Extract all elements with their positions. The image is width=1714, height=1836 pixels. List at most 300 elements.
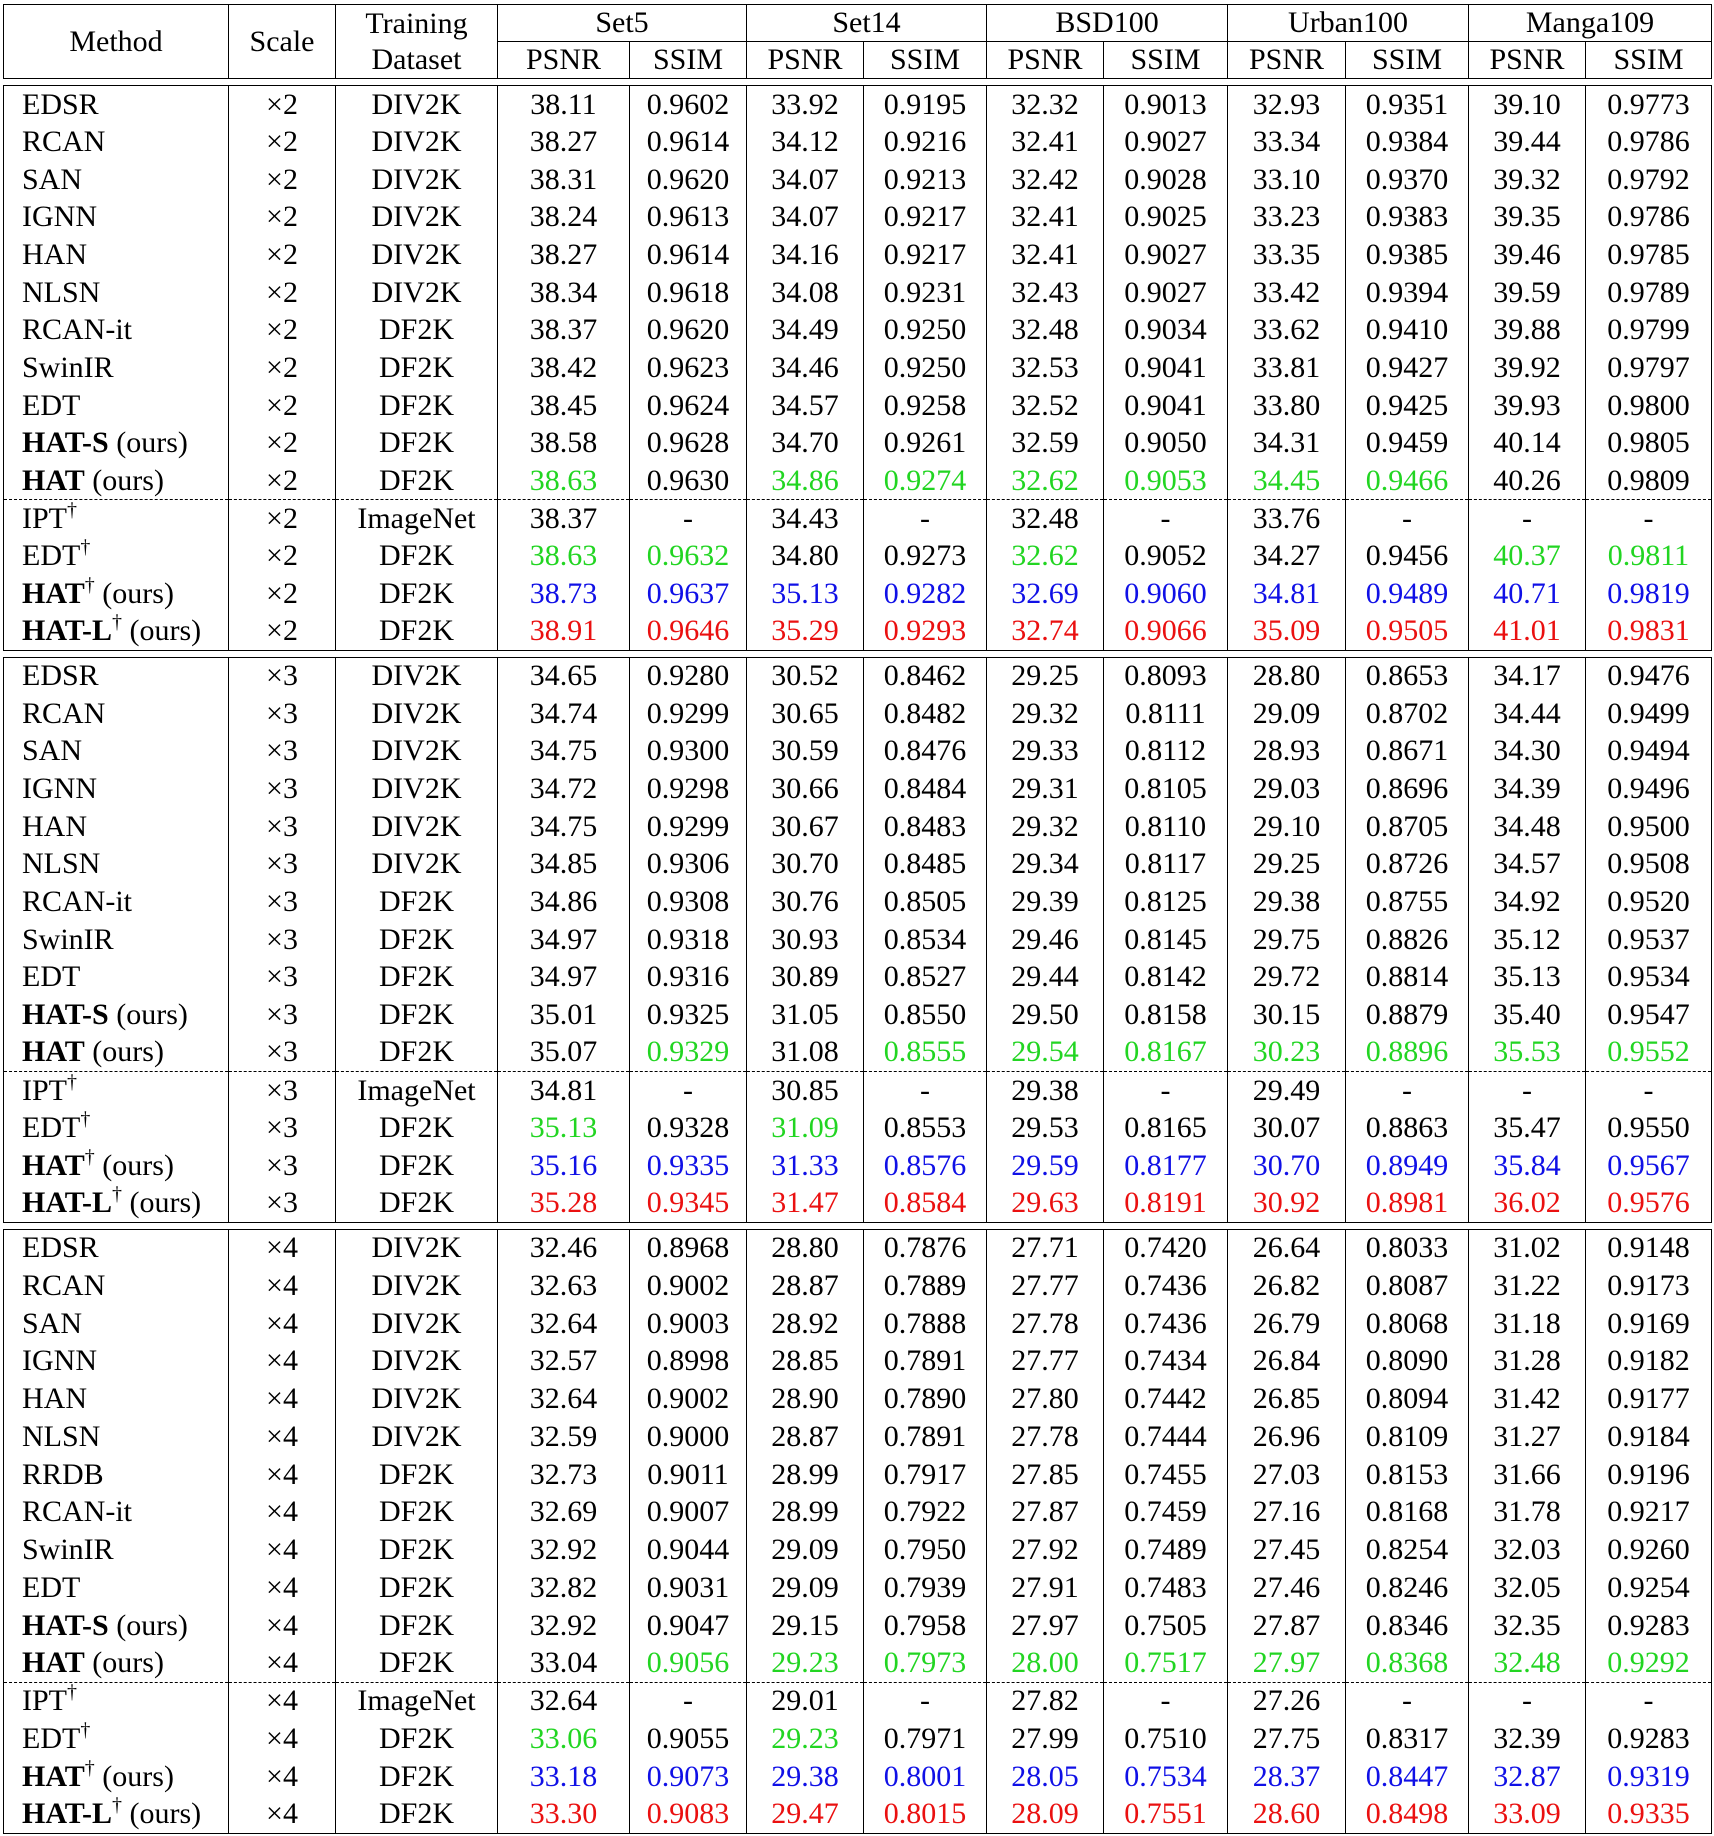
ssim-cell: 0.9831 — [1586, 613, 1712, 651]
psnr-cell: 34.57 — [747, 387, 864, 425]
ssim-cell: 0.7489 — [1104, 1531, 1228, 1569]
psnr-cell: 34.17 — [1469, 657, 1586, 695]
ssim-cell: 0.9505 — [1346, 613, 1469, 651]
psnr-cell: 32.64 — [498, 1380, 630, 1418]
table-row — [4, 1034, 1712, 1072]
ssim-cell: 0.7444 — [1104, 1418, 1228, 1456]
ssim-cell: 0.8110 — [1104, 808, 1228, 846]
ssim-cell: 0.8584 — [864, 1185, 987, 1223]
method-cell — [4, 808, 229, 846]
psnr-cell: 34.43 — [747, 500, 864, 538]
psnr-cell: 30.70 — [1228, 1147, 1346, 1185]
scale-cell: ×3 — [229, 770, 336, 808]
ssim-cell: 0.9476 — [1586, 657, 1712, 695]
ssim-cell: 0.8482 — [864, 695, 987, 733]
scale-cell: ×4 — [229, 1682, 336, 1720]
method-name: RCAN — [22, 124, 106, 158]
psnr-cell: 32.53 — [987, 349, 1104, 387]
psnr-cell: 32.59 — [498, 1418, 630, 1456]
ssim-cell: 0.7890 — [864, 1380, 987, 1418]
training-dataset-cell: DIV2K — [336, 770, 498, 808]
ssim-cell: 0.7455 — [1104, 1456, 1228, 1494]
method-name: RCAN-it — [22, 313, 133, 347]
scale-cell: ×3 — [229, 883, 336, 921]
ours-suffix: (ours) — [84, 463, 164, 497]
method-cell — [4, 1456, 229, 1494]
ssim-cell: 0.9425 — [1346, 387, 1469, 425]
table-row — [4, 1456, 1712, 1494]
ours-suffix: (ours) — [108, 998, 188, 1032]
psnr-cell: 32.62 — [987, 537, 1104, 575]
training-dataset-cell: DF2K — [336, 1795, 498, 1833]
psnr-cell: 28.87 — [747, 1418, 864, 1456]
psnr-cell: 29.23 — [747, 1720, 864, 1758]
psnr-cell: 38.91 — [498, 613, 630, 651]
scale-cell: ×3 — [229, 657, 336, 695]
training-dataset-cell: DF2K — [336, 1185, 498, 1223]
ssim-cell: 0.9567 — [1586, 1147, 1712, 1185]
ssim-cell: 0.8726 — [1346, 846, 1469, 884]
dagger-mark: † — [112, 611, 123, 634]
ours-suffix: (ours) — [108, 1608, 188, 1642]
ssim-cell: 0.8476 — [864, 733, 987, 771]
scale-cell: ×4 — [229, 1456, 336, 1494]
ssim-cell: 0.9002 — [630, 1267, 747, 1305]
method-cell — [4, 846, 229, 884]
ssim-cell: 0.9773 — [1586, 86, 1712, 124]
scale-cell: ×2 — [229, 537, 336, 575]
psnr-cell: 38.11 — [498, 86, 630, 124]
ssim-cell: - — [1346, 1682, 1469, 1720]
ssim-cell: 0.9385 — [1346, 236, 1469, 274]
psnr-cell: 30.93 — [747, 921, 864, 959]
training-dataset-cell: DF2K — [336, 1531, 498, 1569]
psnr-cell: 32.62 — [987, 462, 1104, 500]
table-row — [4, 387, 1712, 425]
psnr-cell: 28.09 — [987, 1795, 1104, 1833]
ours-suffix: (ours) — [84, 1646, 164, 1680]
ssim-cell: 0.8705 — [1346, 808, 1469, 846]
ssim-cell: 0.9041 — [1104, 387, 1228, 425]
dagger-mark: † — [67, 1681, 77, 1704]
psnr-cell: 28.80 — [747, 1229, 864, 1267]
ssim-cell: 0.8145 — [1104, 921, 1228, 959]
psnr-cell: 38.63 — [498, 537, 630, 575]
ssim-cell: 0.9182 — [1586, 1342, 1712, 1380]
ssim-cell: 0.9002 — [630, 1380, 747, 1418]
ssim-cell: 0.8826 — [1346, 921, 1469, 959]
dagger-mark: † — [84, 1756, 95, 1779]
training-dataset-cell: DF2K — [336, 1607, 498, 1645]
ssim-cell: 0.8142 — [1104, 959, 1228, 997]
psnr-cell: 27.85 — [987, 1456, 1104, 1494]
training-dataset-cell: DIV2K — [336, 657, 498, 695]
scale-cell: ×4 — [229, 1795, 336, 1833]
psnr-cell: 39.92 — [1469, 349, 1586, 387]
scale-cell: ×4 — [229, 1644, 336, 1682]
psnr-cell: 34.07 — [747, 198, 864, 236]
training-dataset-cell: DF2K — [336, 1720, 498, 1758]
method-cell — [4, 1644, 229, 1682]
training-dataset-cell: DF2K — [336, 575, 498, 613]
psnr-cell: 30.89 — [747, 959, 864, 997]
psnr-cell: 29.32 — [987, 695, 1104, 733]
psnr-cell: 34.27 — [1228, 537, 1346, 575]
psnr-cell: 30.52 — [747, 657, 864, 695]
psnr-cell: 34.08 — [747, 274, 864, 312]
psnr-cell: 30.67 — [747, 808, 864, 846]
psnr-cell: 32.64 — [498, 1305, 630, 1343]
ssim-cell: 0.9041 — [1104, 349, 1228, 387]
scale-cell: ×4 — [229, 1342, 336, 1380]
ssim-cell: 0.9623 — [630, 349, 747, 387]
training-dataset-cell: DF2K — [336, 1456, 498, 1494]
ssim-cell: 0.9053 — [1104, 462, 1228, 500]
method-name: SwinIR — [22, 1533, 114, 1567]
method-name: HAN — [22, 1382, 87, 1416]
psnr-cell: 27.82 — [987, 1682, 1104, 1720]
ssim-cell: 0.9534 — [1586, 959, 1712, 997]
ssim-cell: 0.8112 — [1104, 733, 1228, 771]
psnr-cell: 33.04 — [498, 1644, 630, 1682]
ssim-cell: 0.9370 — [1346, 161, 1469, 199]
psnr-cell: 32.92 — [498, 1531, 630, 1569]
psnr-cell: 34.44 — [1469, 695, 1586, 733]
ssim-cell: 0.8105 — [1104, 770, 1228, 808]
method-cell — [4, 161, 229, 199]
psnr-cell: 33.42 — [1228, 274, 1346, 312]
training-dataset-cell: DF2K — [336, 1758, 498, 1796]
psnr-cell: 31.09 — [747, 1109, 864, 1147]
scale-cell: ×4 — [229, 1305, 336, 1343]
psnr-cell: 27.87 — [987, 1493, 1104, 1531]
ssim-cell: 0.8484 — [864, 770, 987, 808]
dagger-mark: † — [80, 536, 91, 559]
ssim-cell: 0.9799 — [1586, 311, 1712, 349]
header-ssim: SSIM — [864, 42, 987, 79]
ssim-cell: 0.8576 — [864, 1147, 987, 1185]
ssim-cell: 0.8553 — [864, 1109, 987, 1147]
ssim-cell: 0.9335 — [1586, 1795, 1712, 1833]
training-dataset-cell: DF2K — [336, 424, 498, 462]
method-name: EDT — [22, 1111, 81, 1145]
scale-cell: ×2 — [229, 198, 336, 236]
header-method: Method — [4, 5, 229, 79]
scale-cell: ×4 — [229, 1380, 336, 1418]
method-cell — [4, 311, 229, 349]
psnr-cell: 31.02 — [1469, 1229, 1586, 1267]
table-row — [4, 86, 1712, 124]
psnr-cell: 29.34 — [987, 846, 1104, 884]
header-ssim: SSIM — [1346, 42, 1469, 79]
header-training-dataset — [336, 5, 498, 79]
scale-cell: ×4 — [229, 1229, 336, 1267]
psnr-cell: 38.34 — [498, 274, 630, 312]
training-dataset-cell: DIV2K — [336, 808, 498, 846]
psnr-cell: 38.42 — [498, 349, 630, 387]
dagger-mark: † — [80, 1108, 91, 1131]
psnr-cell: 34.48 — [1469, 808, 1586, 846]
dagger-mark: † — [84, 573, 95, 596]
psnr-cell: 32.92 — [498, 1607, 630, 1645]
ssim-cell: 0.9646 — [630, 613, 747, 651]
table-row — [4, 311, 1712, 349]
psnr-cell: 35.84 — [1469, 1147, 1586, 1185]
ssim-cell: 0.9410 — [1346, 311, 1469, 349]
ssim-cell: - — [1586, 500, 1712, 538]
ssim-cell: - — [1346, 1072, 1469, 1110]
psnr-cell: 31.18 — [1469, 1305, 1586, 1343]
psnr-cell: 34.57 — [1469, 846, 1586, 884]
psnr-cell: 29.03 — [1228, 770, 1346, 808]
psnr-cell: 27.97 — [987, 1607, 1104, 1645]
ssim-cell: 0.7534 — [1104, 1758, 1228, 1796]
psnr-cell: 34.16 — [747, 236, 864, 274]
header-ssim: SSIM — [630, 42, 747, 79]
ssim-cell: 0.9576 — [1586, 1185, 1712, 1223]
table-row — [4, 575, 1712, 613]
ssim-cell: 0.9614 — [630, 236, 747, 274]
psnr-cell: 30.70 — [747, 846, 864, 884]
ssim-cell: 0.7517 — [1104, 1644, 1228, 1682]
scale-cell: ×2 — [229, 311, 336, 349]
table-row — [4, 236, 1712, 274]
psnr-cell: 34.81 — [1228, 575, 1346, 613]
psnr-cell: 29.31 — [987, 770, 1104, 808]
method-name: IGNN — [22, 1344, 97, 1378]
training-dataset-cell: DF2K — [336, 1034, 498, 1072]
ssim-cell: 0.9316 — [630, 959, 747, 997]
psnr-cell: 29.75 — [1228, 921, 1346, 959]
method-cell — [4, 387, 229, 425]
training-dataset-cell: DIV2K — [336, 846, 498, 884]
ssim-cell: 0.7434 — [1104, 1342, 1228, 1380]
ssim-cell: - — [630, 1682, 747, 1720]
psnr-cell: 40.71 — [1469, 575, 1586, 613]
ssim-cell: - — [1104, 1072, 1228, 1110]
method-cell — [4, 198, 229, 236]
ssim-cell: 0.9274 — [864, 462, 987, 500]
psnr-cell: 27.78 — [987, 1418, 1104, 1456]
method-cell — [4, 575, 229, 613]
ssim-cell: 0.9050 — [1104, 424, 1228, 462]
psnr-cell: 34.30 — [1469, 733, 1586, 771]
table-row — [4, 161, 1712, 199]
method-name: HAT — [22, 576, 85, 610]
psnr-cell: 35.16 — [498, 1147, 630, 1185]
ssim-cell: 0.9786 — [1586, 123, 1712, 161]
ssim-cell: 0.9280 — [630, 657, 747, 695]
header-set5: Set5 — [498, 5, 747, 42]
ssim-cell: 0.9637 — [630, 575, 747, 613]
method-name: EDSR — [22, 87, 99, 121]
psnr-cell: 35.07 — [498, 1034, 630, 1072]
psnr-cell: 35.40 — [1469, 996, 1586, 1034]
psnr-cell: 26.82 — [1228, 1267, 1346, 1305]
ssim-cell: 0.9394 — [1346, 274, 1469, 312]
ssim-cell: 0.8177 — [1104, 1147, 1228, 1185]
psnr-cell: 28.60 — [1228, 1795, 1346, 1833]
training-dataset-cell: DIV2K — [336, 695, 498, 733]
dagger-mark: † — [67, 498, 77, 521]
ssim-cell: 0.9466 — [1346, 462, 1469, 500]
method-cell — [4, 996, 229, 1034]
psnr-cell: 31.22 — [1469, 1267, 1586, 1305]
psnr-cell: 28.05 — [987, 1758, 1104, 1796]
table-row — [4, 500, 1712, 538]
ssim-cell: 0.9056 — [630, 1644, 747, 1682]
psnr-cell: 29.32 — [987, 808, 1104, 846]
psnr-cell: 32.03 — [1469, 1531, 1586, 1569]
ours-suffix: (ours) — [122, 1797, 202, 1831]
psnr-cell: 28.93 — [1228, 733, 1346, 771]
ssim-cell: 0.8485 — [864, 846, 987, 884]
training-dataset-cell: DIV2K — [336, 198, 498, 236]
training-dataset-cell: DF2K — [336, 996, 498, 1034]
ssim-cell: 0.9025 — [1104, 198, 1228, 236]
psnr-cell: 33.92 — [747, 86, 864, 124]
method-cell — [4, 1531, 229, 1569]
method-name: IPT — [22, 1684, 67, 1718]
table-row — [4, 846, 1712, 884]
psnr-cell: 32.41 — [987, 236, 1104, 274]
ssim-cell: 0.9217 — [1586, 1493, 1712, 1531]
ssim-cell: 0.7973 — [864, 1644, 987, 1682]
ssim-cell: 0.8702 — [1346, 695, 1469, 733]
ssim-cell: 0.8317 — [1346, 1720, 1469, 1758]
method-name: HAN — [22, 809, 87, 843]
training-dataset-cell: DIV2K — [336, 236, 498, 274]
ssim-cell: 0.9620 — [630, 311, 747, 349]
psnr-cell: 34.70 — [747, 424, 864, 462]
ssim-cell: 0.8896 — [1346, 1034, 1469, 1072]
psnr-cell: 35.13 — [747, 575, 864, 613]
psnr-cell: 32.82 — [498, 1569, 630, 1607]
ssim-cell: 0.9800 — [1586, 387, 1712, 425]
ssim-cell: 0.8191 — [1104, 1185, 1228, 1223]
psnr-cell: 29.50 — [987, 996, 1104, 1034]
dagger-mark: † — [84, 1145, 95, 1168]
psnr-cell: - — [1469, 500, 1586, 538]
ssim-cell: 0.8755 — [1346, 883, 1469, 921]
ssim-cell: 0.9328 — [630, 1109, 747, 1147]
ssim-cell: 0.9318 — [630, 921, 747, 959]
table-row — [4, 1109, 1712, 1147]
ours-suffix: (ours) — [94, 1759, 174, 1793]
method-cell — [4, 1607, 229, 1645]
scale-cell: ×3 — [229, 846, 336, 884]
psnr-cell: 31.66 — [1469, 1456, 1586, 1494]
ssim-cell: 0.9508 — [1586, 846, 1712, 884]
psnr-cell: 32.39 — [1469, 1720, 1586, 1758]
method-name: RCAN-it — [22, 885, 133, 919]
ssim-cell: 0.9282 — [864, 575, 987, 613]
psnr-cell: 30.92 — [1228, 1185, 1346, 1223]
psnr-cell: 32.93 — [1228, 86, 1346, 124]
psnr-cell: 33.09 — [1469, 1795, 1586, 1833]
ssim-cell: 0.9496 — [1586, 770, 1712, 808]
ssim-cell: 0.8550 — [864, 996, 987, 1034]
psnr-cell: 26.79 — [1228, 1305, 1346, 1343]
ssim-cell: 0.7958 — [864, 1607, 987, 1645]
psnr-cell: 33.06 — [498, 1720, 630, 1758]
method-name: IPT — [22, 501, 67, 535]
scale-cell: ×4 — [229, 1493, 336, 1531]
ssim-cell: 0.9624 — [630, 387, 747, 425]
ssim-cell: 0.7950 — [864, 1531, 987, 1569]
psnr-cell: 39.32 — [1469, 161, 1586, 199]
ssim-cell: 0.8653 — [1346, 657, 1469, 695]
results-table — [3, 4, 1711, 1834]
table-row — [4, 1418, 1712, 1456]
ssim-cell: 0.9489 — [1346, 575, 1469, 613]
training-dataset-cell: DIV2K — [336, 123, 498, 161]
ssim-cell: 0.8447 — [1346, 1758, 1469, 1796]
psnr-cell: 38.63 — [498, 462, 630, 500]
ssim-cell: 0.7459 — [1104, 1493, 1228, 1531]
scale-cell: ×2 — [229, 274, 336, 312]
header-manga109: Manga109 — [1469, 5, 1712, 42]
ssim-cell: 0.9031 — [630, 1569, 747, 1607]
psnr-cell: 29.09 — [747, 1569, 864, 1607]
ssim-cell: 0.9027 — [1104, 236, 1228, 274]
table-row — [4, 1342, 1712, 1380]
scale-cell: ×3 — [229, 921, 336, 959]
ssim-cell: 0.8087 — [1346, 1267, 1469, 1305]
psnr-cell: 39.10 — [1469, 86, 1586, 124]
table-row — [4, 198, 1712, 236]
method-name: SAN — [22, 1306, 83, 1340]
psnr-cell: 27.77 — [987, 1342, 1104, 1380]
ssim-cell: 0.9785 — [1586, 236, 1712, 274]
psnr-cell: 33.18 — [498, 1758, 630, 1796]
scale-cell: ×4 — [229, 1569, 336, 1607]
psnr-cell: 29.33 — [987, 733, 1104, 771]
ssim-cell: 0.9055 — [630, 1720, 747, 1758]
ssim-cell: 0.9195 — [864, 86, 987, 124]
table-row — [4, 1720, 1712, 1758]
ssim-cell: 0.9628 — [630, 424, 747, 462]
ssim-cell: 0.7876 — [864, 1229, 987, 1267]
ssim-cell: 0.9196 — [1586, 1456, 1712, 1494]
ssim-cell: 0.9283 — [1586, 1720, 1712, 1758]
training-dataset-cell: ImageNet — [336, 1682, 498, 1720]
psnr-cell: 29.59 — [987, 1147, 1104, 1185]
ssim-cell: 0.7888 — [864, 1305, 987, 1343]
psnr-cell: 33.10 — [1228, 161, 1346, 199]
ssim-cell: 0.7510 — [1104, 1720, 1228, 1758]
psnr-cell: 33.30 — [498, 1795, 630, 1833]
ssim-cell: 0.8117 — [1104, 846, 1228, 884]
ssim-cell: 0.9216 — [864, 123, 987, 161]
training-dataset-cell: DF2K — [336, 311, 498, 349]
ssim-cell: 0.9047 — [630, 1607, 747, 1645]
ssim-cell: 0.9177 — [1586, 1380, 1712, 1418]
psnr-cell: 32.74 — [987, 613, 1104, 651]
psnr-cell: 34.86 — [747, 462, 864, 500]
header-ssim: SSIM — [1586, 42, 1712, 79]
ssim-cell: 0.7889 — [864, 1267, 987, 1305]
psnr-cell: 29.49 — [1228, 1072, 1346, 1110]
training-dataset-cell: DF2K — [336, 1109, 498, 1147]
ssim-cell: 0.9066 — [1104, 613, 1228, 651]
psnr-cell: 30.66 — [747, 770, 864, 808]
ours-suffix: (ours) — [122, 614, 202, 648]
scale-cell: ×4 — [229, 1607, 336, 1645]
method-name: EDSR — [22, 1231, 99, 1265]
psnr-cell: 33.76 — [1228, 500, 1346, 538]
psnr-cell: 29.25 — [987, 657, 1104, 695]
